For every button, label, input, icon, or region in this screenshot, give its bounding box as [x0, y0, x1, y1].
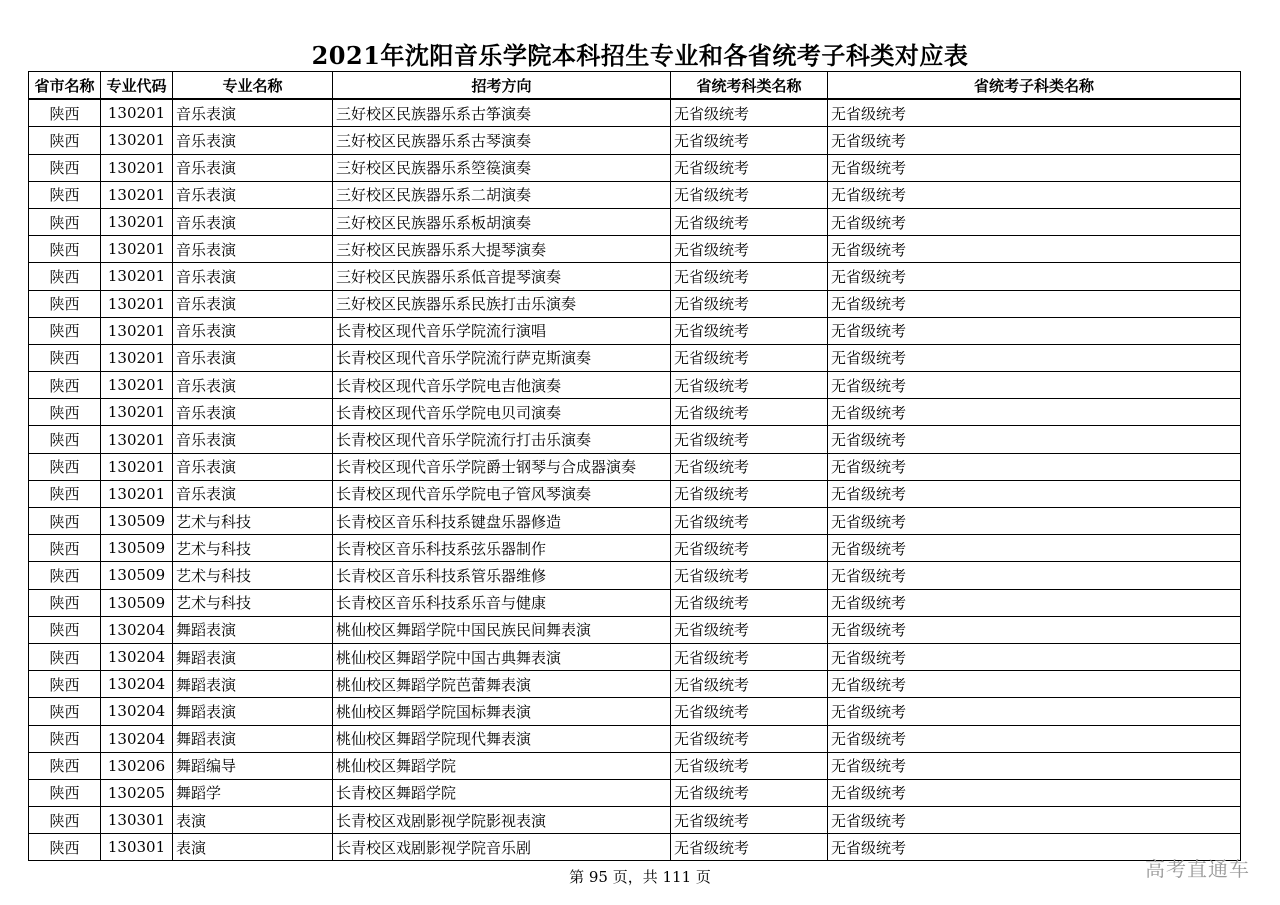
- cell-major-name: 音乐表演: [173, 290, 333, 317]
- cell-subcategory: 无省级统考: [828, 589, 1241, 616]
- table-row: [29, 752, 1241, 779]
- cell-province: 陕西: [29, 834, 101, 861]
- cell-major-code: 130201: [101, 399, 173, 426]
- cell-major-code: 130201: [101, 372, 173, 399]
- cell-direction: 三好校区民族器乐系民族打击乐演奏: [333, 290, 671, 317]
- table-row: [29, 508, 1241, 535]
- cell-province: 陕西: [29, 643, 101, 670]
- cell-category: 无省级统考: [671, 399, 828, 426]
- cell-major-name: 舞蹈表演: [173, 698, 333, 725]
- cell-province: 陕西: [29, 127, 101, 154]
- cell-direction: 长青校区现代音乐学院电吉他演奏: [333, 372, 671, 399]
- cell-category: 无省级统考: [671, 127, 828, 154]
- cell-category: 无省级统考: [671, 752, 828, 779]
- header-major-name: 专业名称: [173, 72, 333, 100]
- cell-direction: 长青校区舞蹈学院: [333, 779, 671, 806]
- cell-category: 无省级统考: [671, 616, 828, 643]
- cell-direction: 长青校区现代音乐学院流行萨克斯演奏: [333, 344, 671, 371]
- cell-major-code: 130509: [101, 535, 173, 562]
- cell-major-name: 音乐表演: [173, 127, 333, 154]
- cell-category: 无省级统考: [671, 480, 828, 507]
- cell-direction: 长青校区现代音乐学院流行演唱: [333, 317, 671, 344]
- cell-major-code: 130206: [101, 752, 173, 779]
- cell-province: 陕西: [29, 779, 101, 806]
- table-row: [29, 181, 1241, 208]
- cell-major-name: 艺术与科技: [173, 508, 333, 535]
- watermark: 高考直通车: [1145, 857, 1250, 881]
- cell-province: 陕西: [29, 290, 101, 317]
- cell-category: 无省级统考: [671, 181, 828, 208]
- cell-province: 陕西: [29, 535, 101, 562]
- cell-subcategory: 无省级统考: [828, 99, 1241, 127]
- cell-major-code: 130204: [101, 643, 173, 670]
- table-row: [29, 671, 1241, 698]
- cell-major-code: 130201: [101, 344, 173, 371]
- table-row: [29, 589, 1241, 616]
- cell-category: 无省级统考: [671, 671, 828, 698]
- cell-major-code: 130201: [101, 453, 173, 480]
- cell-category: 无省级统考: [671, 372, 828, 399]
- cell-major-name: 艺术与科技: [173, 589, 333, 616]
- table-header-row: [29, 72, 1241, 100]
- cell-direction: 桃仙校区舞蹈学院国标舞表演: [333, 698, 671, 725]
- cell-subcategory: 无省级统考: [828, 725, 1241, 752]
- cell-major-name: 音乐表演: [173, 236, 333, 263]
- cell-major-name: 舞蹈表演: [173, 643, 333, 670]
- cell-direction: 长青校区音乐科技系键盘乐器修造: [333, 508, 671, 535]
- cell-direction: 三好校区民族器乐系大提琴演奏: [333, 236, 671, 263]
- table-row: [29, 127, 1241, 154]
- cell-major-name: 艺术与科技: [173, 535, 333, 562]
- cell-province: 陕西: [29, 589, 101, 616]
- cell-direction: 长青校区戏剧影视学院影视表演: [333, 807, 671, 834]
- cell-category: 无省级统考: [671, 562, 828, 589]
- cell-major-code: 130201: [101, 426, 173, 453]
- cell-category: 无省级统考: [671, 154, 828, 181]
- table-row: [29, 453, 1241, 480]
- cell-major-code: 130301: [101, 834, 173, 861]
- table-row: [29, 562, 1241, 589]
- cell-major-name: 表演: [173, 807, 333, 834]
- table-row: [29, 99, 1241, 127]
- cell-subcategory: 无省级统考: [828, 779, 1241, 806]
- cell-major-name: 舞蹈表演: [173, 725, 333, 752]
- cell-subcategory: 无省级统考: [828, 344, 1241, 371]
- cell-major-code: 130204: [101, 616, 173, 643]
- cell-subcategory: 无省级统考: [828, 208, 1241, 235]
- cell-category: 无省级统考: [671, 236, 828, 263]
- page-title: 2021年沈阳音乐学院本科招生专业和各省统考子科类对应表: [311, 41, 969, 70]
- cell-direction: 三好校区民族器乐系古筝演奏: [333, 99, 671, 127]
- cell-category: 无省级统考: [671, 698, 828, 725]
- table-row: [29, 643, 1241, 670]
- table-row: [29, 779, 1241, 806]
- cell-province: 陕西: [29, 698, 101, 725]
- table-row: [29, 399, 1241, 426]
- cell-subcategory: 无省级统考: [828, 562, 1241, 589]
- cell-major-name: 音乐表演: [173, 399, 333, 426]
- cell-major-name: 音乐表演: [173, 317, 333, 344]
- cell-category: 无省级统考: [671, 426, 828, 453]
- cell-major-code: 130204: [101, 725, 173, 752]
- cell-direction: 长青校区现代音乐学院爵士钢琴与合成器演奏: [333, 453, 671, 480]
- cell-category: 无省级统考: [671, 290, 828, 317]
- cell-subcategory: 无省级统考: [828, 372, 1241, 399]
- cell-direction: 长青校区音乐科技系乐音与健康: [333, 589, 671, 616]
- table-row: [29, 725, 1241, 752]
- cell-major-code: 130201: [101, 127, 173, 154]
- cell-major-code: 130205: [101, 779, 173, 806]
- cell-major-name: 音乐表演: [173, 263, 333, 290]
- header-subcategory: 省统考子科类名称: [828, 72, 1241, 100]
- cell-province: 陕西: [29, 344, 101, 371]
- cell-subcategory: 无省级统考: [828, 453, 1241, 480]
- cell-major-code: 130201: [101, 208, 173, 235]
- cell-major-code: 130509: [101, 508, 173, 535]
- header-province: 省市名称: [29, 72, 101, 100]
- cell-major-name: 音乐表演: [173, 426, 333, 453]
- cell-subcategory: 无省级统考: [828, 535, 1241, 562]
- cell-subcategory: 无省级统考: [828, 698, 1241, 725]
- cell-major-name: 音乐表演: [173, 99, 333, 127]
- cell-subcategory: 无省级统考: [828, 752, 1241, 779]
- header-direction: 招考方向: [333, 72, 671, 100]
- table-row: [29, 317, 1241, 344]
- cell-major-name: 音乐表演: [173, 344, 333, 371]
- cell-province: 陕西: [29, 508, 101, 535]
- cell-major-name: 音乐表演: [173, 480, 333, 507]
- cell-major-code: 130509: [101, 589, 173, 616]
- cell-province: 陕西: [29, 562, 101, 589]
- cell-direction: 三好校区民族器乐系箜篌演奏: [333, 154, 671, 181]
- cell-province: 陕西: [29, 263, 101, 290]
- cell-subcategory: 无省级统考: [828, 127, 1241, 154]
- table-body: [29, 99, 1241, 861]
- cell-major-code: 130204: [101, 698, 173, 725]
- cell-direction: 三好校区民族器乐系古琴演奏: [333, 127, 671, 154]
- table-row: [29, 263, 1241, 290]
- cell-major-code: 130201: [101, 181, 173, 208]
- table-row: [29, 834, 1241, 861]
- cell-province: 陕西: [29, 208, 101, 235]
- table-row: [29, 208, 1241, 235]
- cell-subcategory: 无省级统考: [828, 399, 1241, 426]
- cell-major-code: 130204: [101, 671, 173, 698]
- cell-major-code: 130509: [101, 562, 173, 589]
- cell-province: 陕西: [29, 616, 101, 643]
- cell-province: 陕西: [29, 399, 101, 426]
- admission-table: [28, 71, 1241, 861]
- cell-major-name: 音乐表演: [173, 372, 333, 399]
- table-row: [29, 480, 1241, 507]
- cell-province: 陕西: [29, 236, 101, 263]
- cell-category: 无省级统考: [671, 779, 828, 806]
- cell-category: 无省级统考: [671, 834, 828, 861]
- table-row: [29, 426, 1241, 453]
- cell-major-code: 130201: [101, 290, 173, 317]
- cell-major-name: 艺术与科技: [173, 562, 333, 589]
- cell-category: 无省级统考: [671, 208, 828, 235]
- cell-major-code: 130301: [101, 807, 173, 834]
- cell-major-code: 130201: [101, 99, 173, 127]
- cell-direction: 长青校区音乐科技系管乐器维修: [333, 562, 671, 589]
- cell-province: 陕西: [29, 154, 101, 181]
- table-row: [29, 344, 1241, 371]
- cell-direction: 桃仙校区舞蹈学院中国民族民间舞表演: [333, 616, 671, 643]
- cell-direction: 长青校区现代音乐学院流行打击乐演奏: [333, 426, 671, 453]
- cell-category: 无省级统考: [671, 535, 828, 562]
- header-category: 省统考科类名称: [671, 72, 828, 100]
- header-major-code: 专业代码: [101, 72, 173, 100]
- cell-subcategory: 无省级统考: [828, 834, 1241, 861]
- cell-major-name: 音乐表演: [173, 208, 333, 235]
- cell-direction: 桃仙校区舞蹈学院芭蕾舞表演: [333, 671, 671, 698]
- cell-direction: 长青校区现代音乐学院电贝司演奏: [333, 399, 671, 426]
- cell-major-name: 音乐表演: [173, 181, 333, 208]
- cell-direction: 长青校区戏剧影视学院音乐剧: [333, 834, 671, 861]
- cell-subcategory: 无省级统考: [828, 426, 1241, 453]
- page-number: 第 95 页，共 111 页: [569, 868, 711, 886]
- cell-direction: 长青校区现代音乐学院电子管风琴演奏: [333, 480, 671, 507]
- cell-subcategory: 无省级统考: [828, 290, 1241, 317]
- table-row: [29, 616, 1241, 643]
- cell-category: 无省级统考: [671, 344, 828, 371]
- cell-subcategory: 无省级统考: [828, 317, 1241, 344]
- cell-subcategory: 无省级统考: [828, 263, 1241, 290]
- cell-direction: 桃仙校区舞蹈学院现代舞表演: [333, 725, 671, 752]
- cell-category: 无省级统考: [671, 508, 828, 535]
- cell-major-code: 130201: [101, 317, 173, 344]
- cell-province: 陕西: [29, 480, 101, 507]
- cell-subcategory: 无省级统考: [828, 236, 1241, 263]
- cell-province: 陕西: [29, 671, 101, 698]
- table-row: [29, 535, 1241, 562]
- cell-major-code: 130201: [101, 236, 173, 263]
- cell-province: 陕西: [29, 372, 101, 399]
- cell-category: 无省级统考: [671, 263, 828, 290]
- table-row: [29, 807, 1241, 834]
- cell-category: 无省级统考: [671, 725, 828, 752]
- cell-province: 陕西: [29, 181, 101, 208]
- cell-direction: 桃仙校区舞蹈学院中国古典舞表演: [333, 643, 671, 670]
- cell-subcategory: 无省级统考: [828, 181, 1241, 208]
- cell-category: 无省级统考: [671, 643, 828, 670]
- cell-direction: 三好校区民族器乐系低音提琴演奏: [333, 263, 671, 290]
- cell-major-code: 130201: [101, 154, 173, 181]
- cell-subcategory: 无省级统考: [828, 480, 1241, 507]
- table-row: [29, 372, 1241, 399]
- cell-major-name: 音乐表演: [173, 453, 333, 480]
- cell-major-name: 舞蹈表演: [173, 616, 333, 643]
- cell-category: 无省级统考: [671, 317, 828, 344]
- cell-province: 陕西: [29, 752, 101, 779]
- cell-major-name: 舞蹈编导: [173, 752, 333, 779]
- table-row: [29, 698, 1241, 725]
- cell-major-code: 130201: [101, 480, 173, 507]
- cell-subcategory: 无省级统考: [828, 154, 1241, 181]
- cell-province: 陕西: [29, 453, 101, 480]
- table-row: [29, 154, 1241, 181]
- table-row: [29, 290, 1241, 317]
- cell-major-code: 130201: [101, 263, 173, 290]
- cell-major-name: 表演: [173, 834, 333, 861]
- cell-category: 无省级统考: [671, 807, 828, 834]
- cell-province: 陕西: [29, 725, 101, 752]
- cell-direction: 桃仙校区舞蹈学院: [333, 752, 671, 779]
- cell-province: 陕西: [29, 99, 101, 127]
- cell-major-name: 舞蹈表演: [173, 671, 333, 698]
- table-row: [29, 236, 1241, 263]
- cell-province: 陕西: [29, 317, 101, 344]
- cell-category: 无省级统考: [671, 99, 828, 127]
- cell-province: 陕西: [29, 807, 101, 834]
- cell-subcategory: 无省级统考: [828, 508, 1241, 535]
- cell-subcategory: 无省级统考: [828, 643, 1241, 670]
- cell-subcategory: 无省级统考: [828, 616, 1241, 643]
- cell-direction: 长青校区音乐科技系弦乐器制作: [333, 535, 671, 562]
- cell-major-name: 音乐表演: [173, 154, 333, 181]
- cell-subcategory: 无省级统考: [828, 807, 1241, 834]
- cell-subcategory: 无省级统考: [828, 671, 1241, 698]
- cell-province: 陕西: [29, 426, 101, 453]
- cell-direction: 三好校区民族器乐系二胡演奏: [333, 181, 671, 208]
- cell-direction: 三好校区民族器乐系板胡演奏: [333, 208, 671, 235]
- cell-category: 无省级统考: [671, 589, 828, 616]
- cell-category: 无省级统考: [671, 453, 828, 480]
- cell-major-name: 舞蹈学: [173, 779, 333, 806]
